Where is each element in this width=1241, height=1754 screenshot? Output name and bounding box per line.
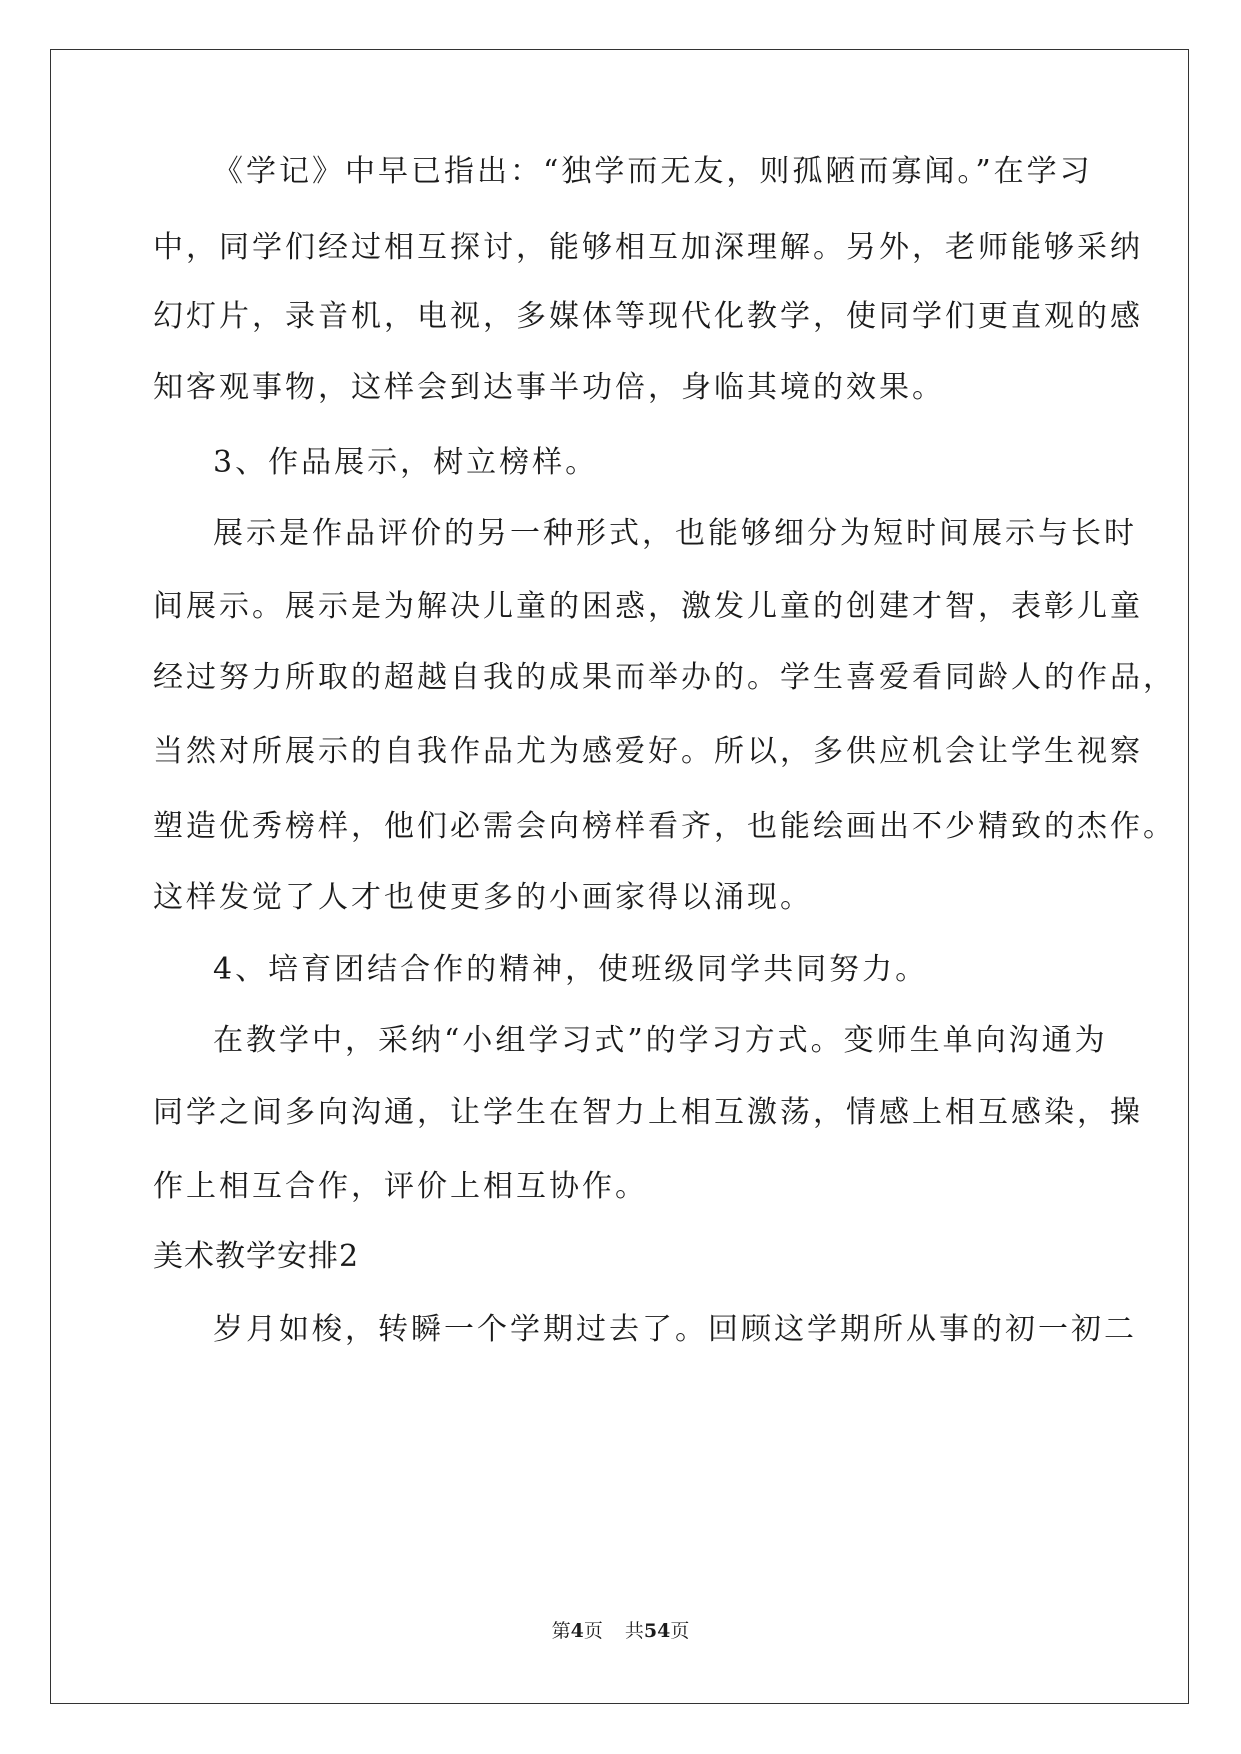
- paragraph-line: 在教学中，采纳“小组学习式”的学习方式。变师生单向沟通为: [213, 1023, 1108, 1058]
- paragraph-line: 同学之间多向沟通，让学生在智力上相互激荡，情感上相互感染，操: [153, 1095, 1143, 1130]
- paragraph-line: 中，同学们经过相互探讨，能够相互加深理解。另外，老师能够采纳: [153, 230, 1143, 265]
- total-prefix: 共: [624, 1620, 644, 1642]
- section-heading: 3、作品展示，树立榜样。: [213, 445, 599, 480]
- page-footer: [0, 1619, 1241, 1643]
- paragraph-line: 岁月如梭，转瞬一个学期过去了。回顾这学期所从事的初一初二: [213, 1312, 1137, 1347]
- section-heading: 4、培育团结合作的精神，使班级同学共同努力。: [213, 952, 929, 987]
- paragraph-line: 《学记》中早已指出：“独学而无友，则孤陋而寡闻。”在学习: [213, 154, 1093, 189]
- paragraph-line: 经过努力所取的超越自我的成果而举办的。学生喜爱看同龄人的作品，: [153, 660, 1176, 695]
- section-title: 美术教学安排2: [153, 1239, 360, 1274]
- page-suffix: 页: [583, 1620, 603, 1642]
- page-number: 4: [570, 1620, 584, 1642]
- paragraph-line: 幻灯片，录音机，电视，多媒体等现代化教学，使同学们更直观的感: [153, 299, 1143, 334]
- paragraph-line: 知客观事物，这样会到达事半功倍，身临其境的效果。: [153, 370, 945, 405]
- paragraph-line: 作上相互合作，评价上相互协作。: [153, 1169, 648, 1204]
- paragraph-line: 间展示。展示是为解决儿童的困惑，激发儿童的创建才智，表彰儿童: [153, 589, 1143, 624]
- paragraph-line: 塑造优秀榜样，他们必需会向榜样看齐，也能绘画出不少精致的杰作。: [153, 809, 1176, 844]
- page-prefix: 第: [551, 1620, 571, 1642]
- paragraph-line: 当然对所展示的自我作品尤为感爱好。所以，多供应机会让学生视察: [153, 734, 1143, 769]
- paragraph-line: 这样发觉了人才也使更多的小画家得以涌现。: [153, 880, 813, 915]
- paragraph-line: 展示是作品评价的另一种形式，也能够细分为短时间展示与长时: [213, 516, 1137, 551]
- total-pages: 54: [643, 1620, 671, 1642]
- total-suffix: 页: [670, 1620, 690, 1642]
